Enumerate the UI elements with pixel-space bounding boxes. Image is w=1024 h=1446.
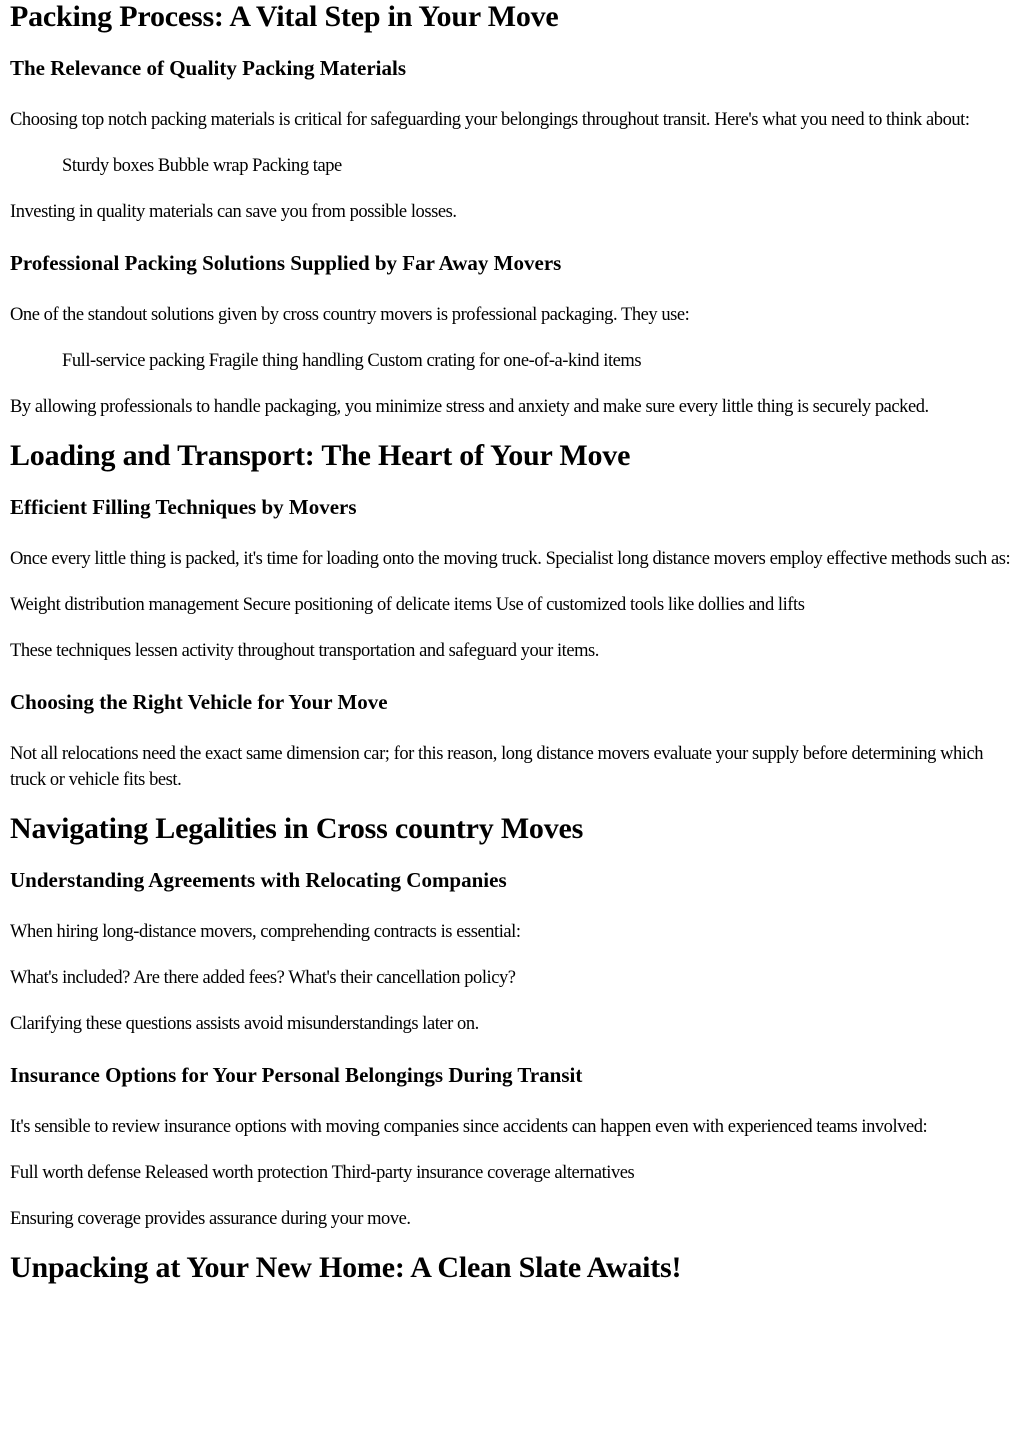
section-heading-loading: Loading and Transport: The Heart of Your Move: [10, 439, 631, 472]
list-item: Full-service packing Fragile thing handling Custom crating for one-of-a-kind items: [62, 351, 642, 371]
subsection-heading-filling-techniques: Efficient Filling Techniques by Movers: [10, 495, 357, 519]
subsection-heading-right-vehicle: Choosing the Right Vehicle for Your Move: [10, 690, 388, 714]
list-item: Full worth defense Released worth protection Third-party insurance coverage alternatives: [10, 1163, 635, 1183]
paragraph: These techniques lessen activity throughout transportation and safeguard your items.: [10, 641, 599, 661]
paragraph: When hiring long-distance movers, comprehending contracts is essential:: [10, 922, 521, 942]
paragraph: Ensuring coverage provides assurance during your move.: [10, 1209, 411, 1229]
paragraph: Clarifying these questions assists avoid misunderstandings later on.: [10, 1014, 479, 1034]
section-heading-unpacking: Unpacking at Your New Home: A Clean Slate Awaits!: [10, 1251, 682, 1284]
subsection-heading-quality-materials: The Relevance of Quality Packing Materials: [10, 56, 407, 80]
paragraph: By allowing professionals to handle packaging, you minimize stress and anxiety and make sure every little thing is securely packed.: [10, 397, 929, 417]
section-heading-packing: Packing Process: A Vital Step in Your Move: [10, 0, 559, 33]
list-item: Weight distribution management Secure positioning of delicate items Use of customized tools like dollies and lifts: [10, 595, 805, 615]
list-item: Sturdy boxes Bubble wrap Packing tape: [62, 156, 342, 176]
list-item: What's included? Are there added fees? What's their cancellation policy?: [10, 968, 516, 988]
section-heading-legalities: Navigating Legalities in Cross country Moves: [10, 812, 584, 845]
paragraph: Choosing top notch packing materials is critical for safeguarding your belongings throughout transit. Here's what you need to think about:: [10, 110, 970, 130]
subsection-heading-professional-packing: Professional Packing Solutions Supplied by Far Away Movers: [10, 251, 562, 275]
paragraph: Once every little thing is packed, it's time for loading onto the moving truck. Specialist long distance movers employ effective methods such as:: [10, 549, 1011, 569]
paragraph: Investing in quality materials can save you from possible losses.: [10, 202, 457, 222]
subsection-heading-agreements: Understanding Agreements with Relocating Companies: [10, 868, 507, 892]
paragraph: Not all relocations need the exact same dimension car; for this reason, long distance movers evaluate your supply before determining which truck or vehicle fits best.: [10, 744, 984, 790]
paragraph: One of the standout solutions given by cross country movers is professional packaging. They use:: [10, 305, 690, 325]
subsection-heading-insurance: Insurance Options for Your Personal Belongings During Transit: [10, 1063, 583, 1087]
paragraph: It's sensible to review insurance options with moving companies since accidents can happen even with experienced teams involved:: [10, 1117, 928, 1137]
